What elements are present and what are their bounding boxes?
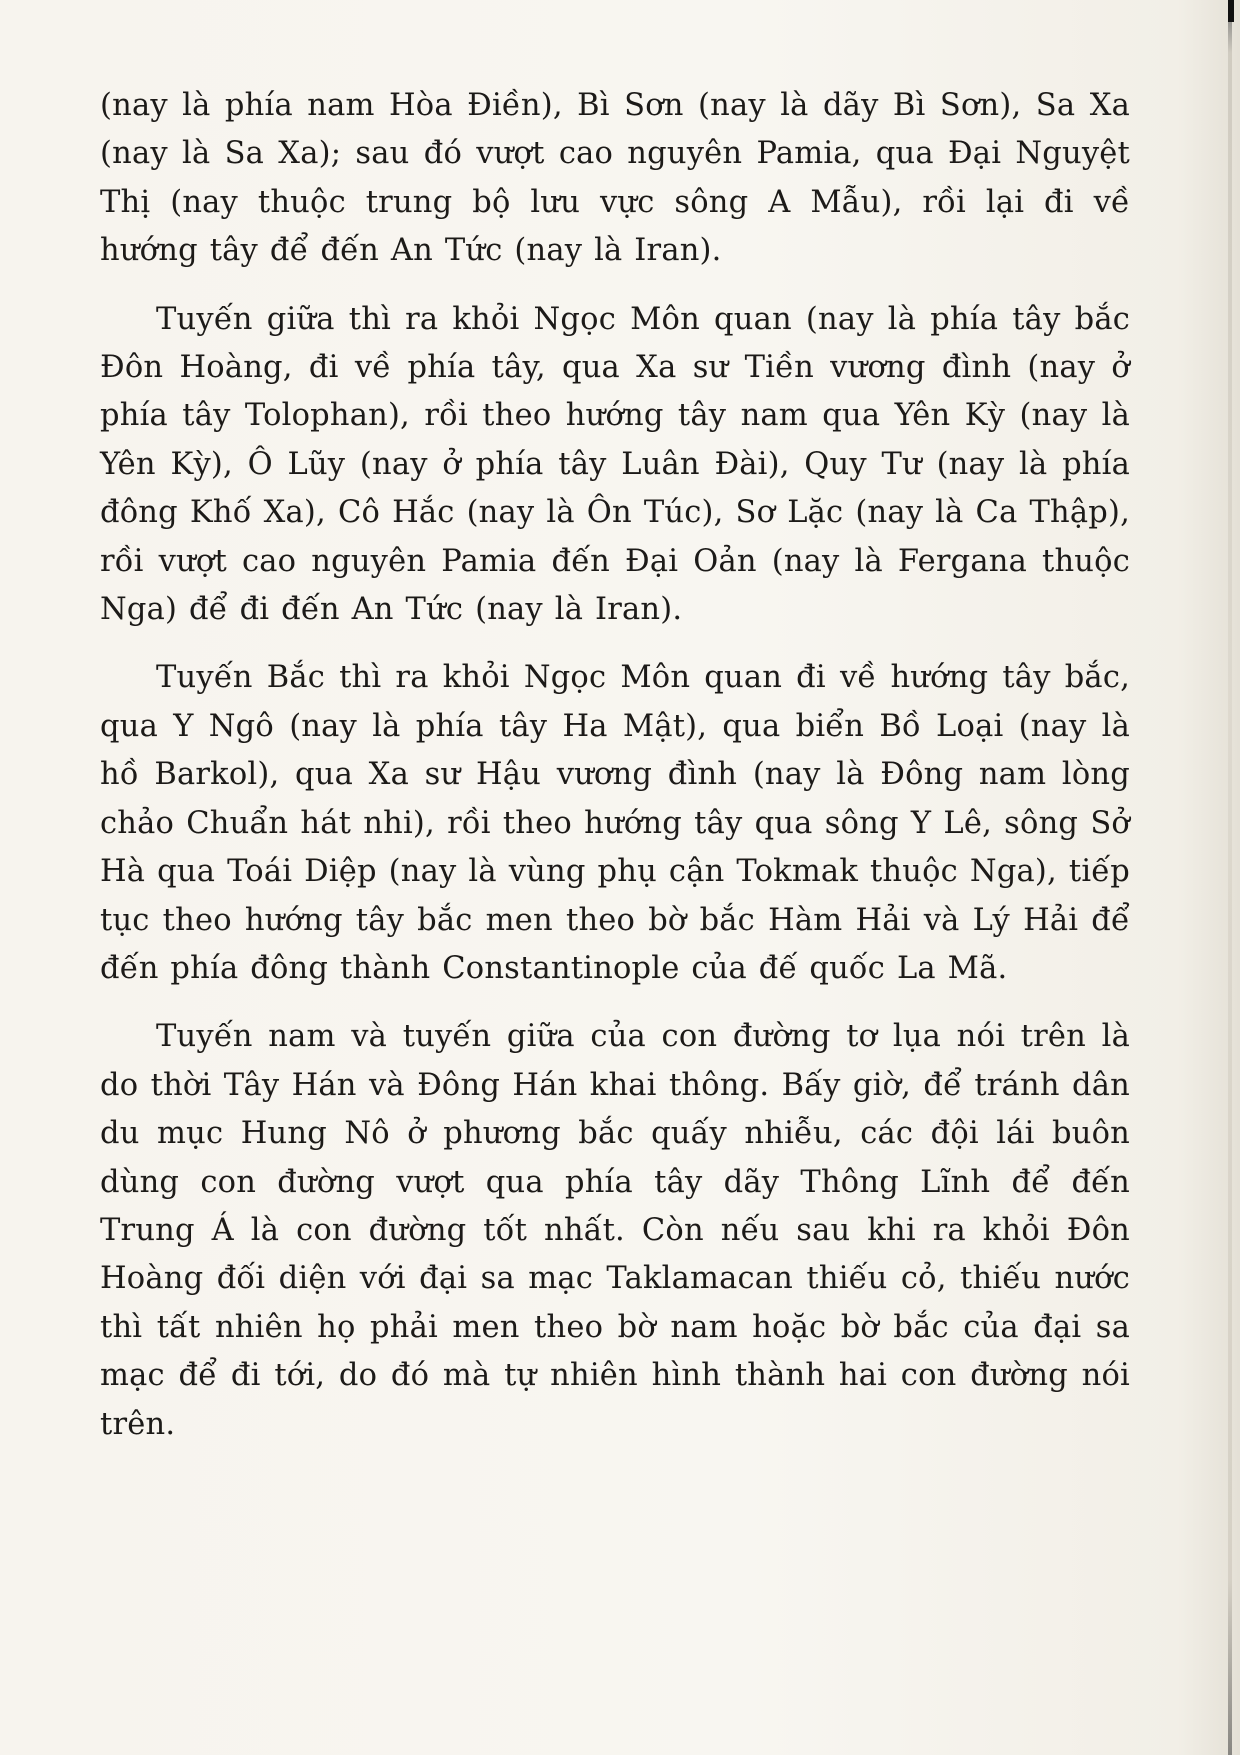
body-text: [100, 82, 1130, 1449]
paragraph-southern-middle-summary: Tuyến nam và tuyến giữa của con đường tơ lụa nói trên là do thời Tây Hán và Đông Hán khai thông. Bấy giờ, để tránh dân du mục Hung Nô ở phương bắc quấy nhiễu, các đội lái buôn dùng con đường vượt qua phía tây dãy Thông Lĩnh để đến Trung Á là con đường tốt nhất. Còn nếu sau khi ra khỏi Đôn Hoàng đối diện với đại sa mạc Taklamacan thiếu cỏ, thiếu nước thì tất nhiên họ phải men theo bờ nam hoặc bờ bắc của đại sa mạc để đi tới, do đó mà tự nhiên hình thành hai con đường nói trên.: [100, 1019, 1130, 1442]
page-edge-shadow: [1228, 0, 1232, 1755]
paragraph-1-continuation: (nay là phía nam Hòa Điền), Bì Sơn (nay là dãy Bì Sơn), Sa Xa (nay là Sa Xa); sau đó vượt cao nguyên Pamia, qua Đại Nguyệt Thị (nay thuộc trung bộ lưu vực sông A Mẫu), rồi lại đi về hướng tây để đến An Tức (nay là Iran).: [100, 88, 1130, 269]
scan-corner-mark: [1228, 0, 1234, 22]
paragraph-middle-route: Tuyến giữa thì ra khỏi Ngọc Môn quan (nay là phía tây bắc Đôn Hoàng, đi về phía tây, qua Xa sư Tiền vương đình (nay ở phía tây Tolophan), rồi theo hướng tây nam qua Yên Kỳ (nay là Yên Kỳ), Ô Lũy (nay ở phía tây Luân Đài), Quy Tư (nay là phía đông Khố Xa), Cô Hắc (nay là Ôn Túc), Sơ Lặc (nay là Ca Thập), rồi vượt cao nguyên Pamia đến Đại Oản (nay là Fergana thuộc Nga) để đi đến An Tức (nay là Iran).: [100, 301, 1130, 628]
paragraph-northern-route: Tuyến Bắc thì ra khỏi Ngọc Môn quan đi về hướng tây bắc, qua Y Ngô (nay là phía tây Ha Mật), qua biển Bồ Loại (nay là hồ Barkol), qua Xa sư Hậu vương đình (nay là Đông nam lòng chảo Chuẩn hát nhi), rồi theo hướng tây qua sông Y Lê, sông Sở Hà qua Toái Diệp (nay là vùng phụ cận Tokmak thuộc Nga), tiếp tục theo hướng tây bắc men theo bờ bắc Hàm Hải và Lý Hải để đến phía đông thành Constantinople của đế quốc La Mã.: [100, 660, 1130, 986]
